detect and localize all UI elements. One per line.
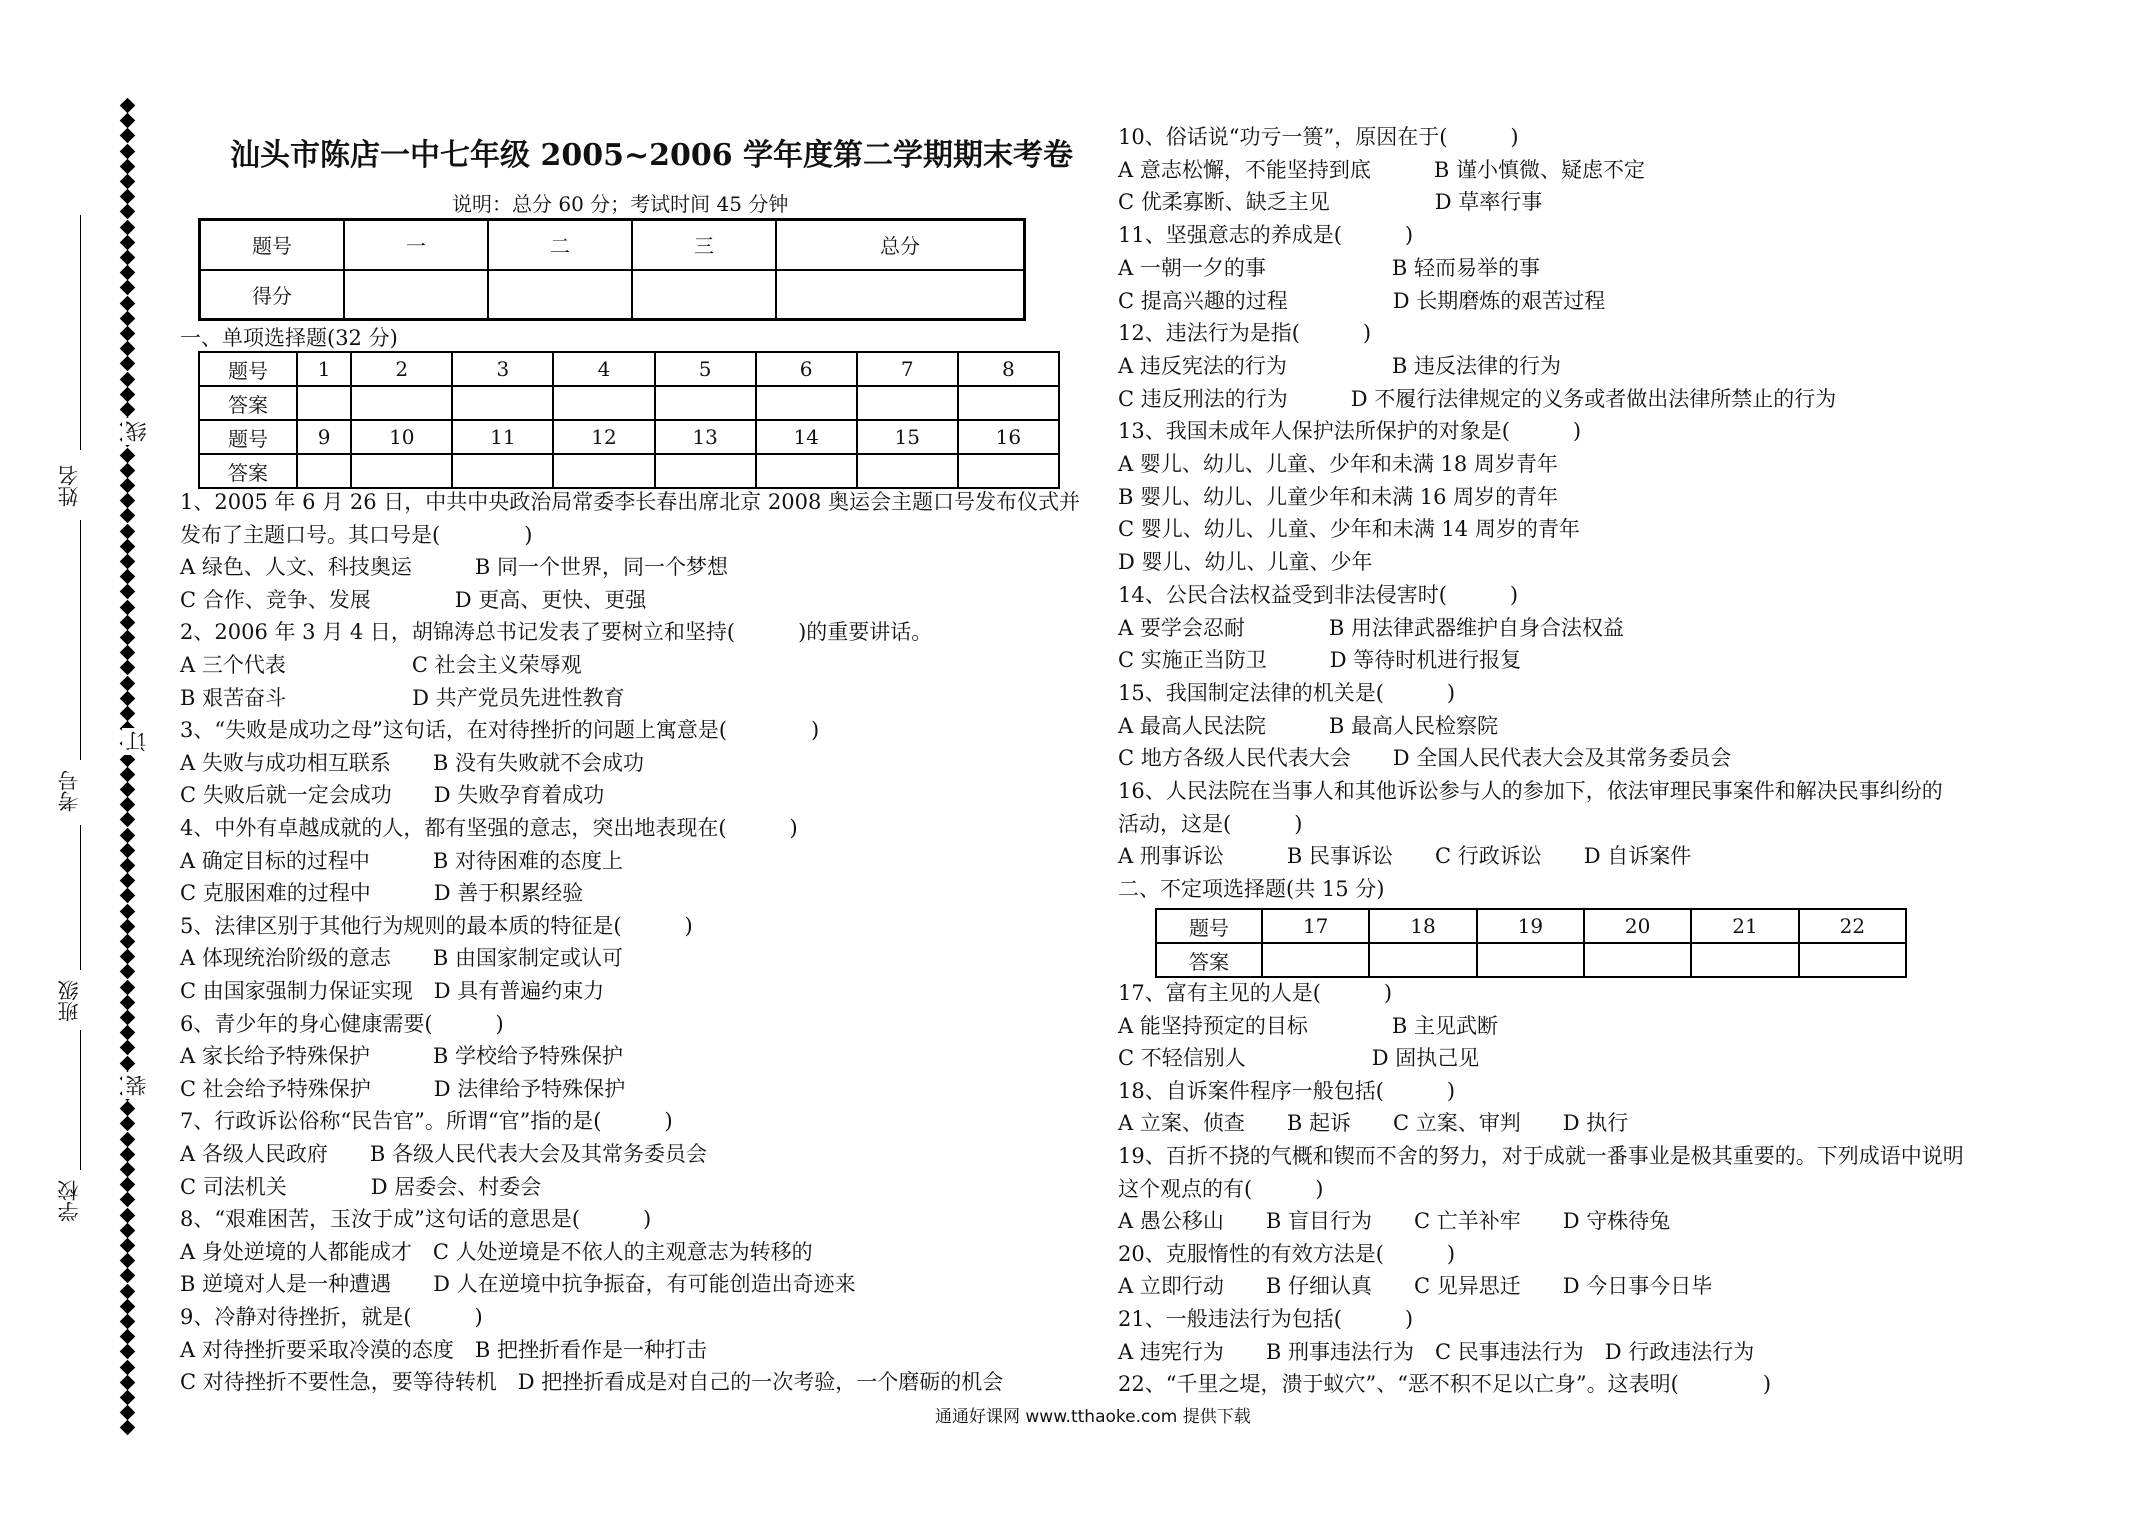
diamond-mark [120, 219, 136, 235]
answer-header-cell: 3 [452, 352, 553, 386]
answer-header-cell: 10 [351, 420, 452, 454]
score-label-cell: 得分 [200, 270, 345, 320]
diamond-mark [120, 858, 136, 874]
diamond-mark [120, 387, 136, 403]
diamond-mark [120, 523, 136, 539]
question-line: 21、一般违法行为包括( ) [1118, 1307, 1414, 1331]
diamond-mark [120, 873, 136, 889]
diamond-mark [120, 174, 136, 190]
diamond-mark [120, 1268, 136, 1284]
question-line: 3、“失败是成功之母”这句话，在对待挫折的问题上寓意是( ) [180, 718, 820, 743]
question-line: B 逆境对人是一种遭遇 D 人在逆境中抗争振奋，有可能创造出奇迹来 [180, 1272, 856, 1297]
answer-entry-cell[interactable] [857, 454, 958, 488]
answer-header-cell: 题号 [199, 420, 297, 454]
answer-label-cell: 答案 [1156, 943, 1262, 977]
diamond-mark [120, 1040, 136, 1056]
question-line: A 失败与成功相互联系 B 没有失败就不会成功 [180, 750, 644, 775]
exam-instructions: 说明：总分 60 分；考试时间 45 分钟 [452, 192, 789, 216]
binding-diamond-border [118, 100, 140, 1440]
score-header-cell: 题号 [200, 220, 345, 270]
question-line: C 地方各级人民代表大会 D 全国人民代表大会及其常务委员会 [1118, 746, 1732, 771]
question-line: 10、俗话说“功亏一篑”，原因在于( ) [1118, 125, 1519, 149]
score-entry-cell[interactable] [488, 270, 632, 320]
answer-header-cell: 21 [1691, 909, 1798, 943]
section1-heading: 一、单项选择题(32 分) [180, 326, 398, 350]
question-line: 7、行政诉讼俗称“民告官”。所谓“官”指的是( ) [180, 1109, 673, 1134]
diamond-mark [120, 979, 136, 995]
id-field-line [80, 520, 81, 760]
diamond-mark [120, 995, 136, 1011]
diamond-mark [120, 691, 136, 707]
question-line: 6、青少年的身心健康需要( ) [180, 1011, 504, 1036]
answer-header-cell: 11 [452, 420, 553, 454]
answer-header-cell: 19 [1477, 909, 1584, 943]
question-line: C 优柔寡断、缺乏主见 D 草率行事 [1118, 190, 1543, 215]
question-line: C 不轻信别人 D 固执己见 [1118, 1046, 1480, 1071]
diamond-mark [120, 599, 136, 615]
question-line: 11、坚强意志的养成是( ) [1118, 223, 1414, 248]
diamond-mark [120, 478, 136, 494]
diamond-mark [120, 235, 136, 251]
footer-source: 通通好课网 www.tthaoke.com 提供下载 [935, 1407, 1251, 1427]
question-line: A 违宪行为 B 刑事违法行为 C 民事违法行为 D 行政违法行为 [1118, 1339, 1755, 1364]
answer-entry-cell[interactable] [756, 386, 857, 420]
diamond-mark [120, 189, 136, 205]
answer-entry-cell[interactable] [1584, 943, 1691, 977]
question-line: B 艰苦奋斗 D 共产党员先进性教育 [180, 685, 625, 710]
answer-header-cell: 15 [857, 420, 958, 454]
diamond-mark [120, 964, 136, 980]
diamond-mark [120, 767, 136, 783]
question-line: 13、我国未成年人保护法所保护的对象是( ) [1118, 419, 1582, 444]
question-line: C 对待挫折不要性急，要等待转机 D 把挫折看成是对自己的一次考验，一个磨砺的机会 [180, 1370, 1004, 1395]
question-line: B 婴儿、幼儿、儿童少年和未满 16 周岁的青年 [1118, 484, 1559, 509]
diamond-mark [120, 934, 136, 950]
diamond-mark [120, 326, 136, 342]
question-line: A 婴儿、幼儿、儿童、少年和未满 18 周岁青年 [1118, 452, 1558, 476]
question-line: 5、法律区别于其他行为规则的最本质的特征是( ) [180, 913, 693, 938]
diamond-mark [120, 645, 136, 661]
question-line: C 失败后就一定会成功 D 失败孕育着成功 [180, 783, 605, 808]
answer-header-cell: 22 [1799, 909, 1906, 943]
diamond-mark [120, 1329, 136, 1345]
answer-header-cell: 8 [958, 352, 1059, 386]
question-line: C 合作、竞争、发展 D 更高、更快、更强 [180, 587, 647, 612]
answer-entry-cell[interactable] [452, 454, 553, 488]
question-line: 活动，这是( ) [1118, 811, 1303, 836]
answer-entry-cell[interactable] [452, 386, 553, 420]
diamond-mark [120, 903, 136, 919]
diamond-mark [120, 1420, 136, 1436]
question-line: 2、2006 年 3 月 4 日，胡锦涛总书记发表了要树立和坚持( )的重要讲话。 [180, 620, 933, 645]
diamond-mark [120, 113, 136, 129]
answer-entry-cell[interactable] [297, 386, 351, 420]
diamond-mark [120, 1025, 136, 1041]
question-line: A 确定目标的过程中 B 对待困难的态度上 [180, 848, 623, 873]
question-line: 15、我国制定法律的机关是( ) [1118, 680, 1456, 705]
answer-header-cell: 2 [351, 352, 452, 386]
question-line: 17、富有主见的人是( ) [1118, 981, 1393, 1005]
diamond-mark [120, 98, 136, 114]
diamond-mark [120, 402, 136, 418]
answer-entry-cell[interactable] [1477, 943, 1584, 977]
answer-header-cell: 题号 [1156, 909, 1262, 943]
section2-answer-table [1155, 908, 1907, 978]
answer-header-cell: 16 [958, 420, 1059, 454]
answer-entry-cell[interactable] [297, 454, 351, 488]
score-entry-cell[interactable] [776, 270, 1025, 320]
answer-entry-cell[interactable] [655, 454, 756, 488]
diamond-mark [120, 1390, 136, 1406]
diamond-mark [120, 1207, 136, 1223]
diamond-mark [120, 1344, 136, 1360]
diamond-mark [120, 615, 136, 631]
diamond-mark [120, 797, 136, 813]
binding-char-zhuang: 装 [122, 1072, 152, 1099]
question-line: C 克服困难的过程中 D 善于积累经验 [180, 881, 584, 906]
question-line: A 绿色、人文、科技奥运 B 同一个世界，同一个梦想 [180, 555, 728, 580]
diamond-mark [120, 295, 136, 311]
diamond-mark [120, 1177, 136, 1193]
section1-answer-table [198, 351, 1060, 489]
diamond-mark [120, 159, 136, 175]
diamond-mark [120, 265, 136, 281]
question-line: C 实施正当防卫 D 等待时机进行报复 [1118, 648, 1522, 673]
answer-header-cell: 7 [857, 352, 958, 386]
school-field-line [80, 1030, 81, 1170]
question-line: A 三个代表 C 社会主义荣辱观 [180, 653, 582, 677]
answer-header-cell: 6 [756, 352, 857, 386]
question-line: A 愚公移山 B 盲目行为 C 亡羊补牢 D 守株待兔 [1118, 1209, 1671, 1234]
question-line: A 最高人民法院 B 最高人民检察院 [1118, 713, 1498, 738]
diamond-mark [120, 827, 136, 843]
question-line: A 意志松懈，不能坚持到底 B 谨小慎微、疑虑不定 [1118, 157, 1645, 182]
diamond-mark [120, 1375, 136, 1391]
diamond-mark [120, 1147, 136, 1163]
question-line: A 立即行动 B 仔细认真 C 见异思迁 D 今日事今日毕 [1118, 1274, 1713, 1299]
question-line: D 婴儿、幼儿、儿童、少年 [1118, 550, 1373, 575]
question-line: A 要学会忍耐 B 用法律武器维护自身合法权益 [1118, 615, 1624, 640]
diamond-mark [120, 1314, 136, 1330]
answer-entry-cell[interactable] [351, 386, 452, 420]
answer-header-cell: 12 [553, 420, 654, 454]
question-line: A 各级人民政府 B 各级人民代表大会及其常务委员会 [180, 1142, 707, 1166]
answer-header-cell: 5 [655, 352, 756, 386]
diamond-mark [120, 204, 136, 220]
diamond-mark [120, 1253, 136, 1269]
question-line: C 违反刑法的行为 D 不履行法律规定的义务或者做出法律所禁止的行为 [1118, 386, 1837, 411]
question-line: 发布了主题口号。其口号是( ) [180, 522, 533, 547]
question-line: 19、百折不挠的气概和锲而不舍的努力，对于成就一番事业是极其重要的。下列成语中说明 [1118, 1144, 1964, 1168]
page-title: 汕头市陈店一中七年级 2005~2006 学年度第二学期期末考卷 [230, 138, 1074, 173]
diamond-mark [120, 539, 136, 555]
answer-header-cell: 13 [655, 420, 756, 454]
binding-char-ding: 订 [122, 728, 152, 755]
question-line: A 立案、侦查 B 起诉 C 立案、审判 D 执行 [1118, 1111, 1629, 1136]
diamond-mark [120, 919, 136, 935]
diamond-mark [120, 554, 136, 570]
question-line: C 社会给予特殊保护 D 法律给予特殊保护 [180, 1076, 626, 1101]
question-line: 这个观点的有( ) [1118, 1176, 1324, 1201]
diamond-mark [120, 143, 136, 159]
question-line: 14、公民合法权益受到非法侵害时( ) [1118, 582, 1519, 607]
class-field-line [80, 825, 81, 970]
diamond-mark [120, 1131, 136, 1147]
question-line: 4、中外有卓越成就的人，都有坚强的意志，突出地表现在( ) [180, 816, 798, 840]
diamond-mark [120, 660, 136, 676]
diamond-mark [120, 508, 136, 524]
diamond-mark [120, 1359, 136, 1375]
id-label: 考号 [57, 770, 81, 812]
answer-entry-cell[interactable] [958, 386, 1059, 420]
diamond-mark [120, 706, 136, 722]
answer-header-cell: 1 [297, 352, 351, 386]
diamond-mark [120, 1116, 136, 1132]
diamond-mark [120, 812, 136, 828]
diamond-mark [120, 1299, 136, 1315]
question-line: 20、克服惰性的有效方法是( ) [1118, 1241, 1456, 1266]
answer-label-cell: 答案 [199, 386, 297, 420]
answer-entry-cell[interactable] [553, 386, 654, 420]
diamond-mark [120, 1192, 136, 1208]
answer-header-cell: 17 [1262, 909, 1369, 943]
question-line: A 违反宪法的行为 B 违反法律的行为 [1118, 353, 1561, 378]
diamond-mark [120, 463, 136, 479]
answer-entry-cell[interactable] [351, 454, 452, 488]
diamond-mark [120, 888, 136, 904]
answer-entry-cell[interactable] [1369, 943, 1476, 977]
question-line: 16、人民法院在当事人和其他诉讼参与人的参加下，依法审理民事案件和解决民事纠纷的 [1118, 779, 1943, 803]
score-entry-cell[interactable] [344, 270, 488, 320]
diamond-mark [120, 584, 136, 600]
question-line: A 对待挫折要采取冷漠的态度 B 把挫折看作是一种打击 [180, 1337, 707, 1362]
question-line: A 能坚持预定的目标 B 主见武断 [1118, 1013, 1498, 1038]
diamond-mark [120, 341, 136, 357]
question-line: 22、“千里之堤，溃于蚁穴”、“恶不积不足以亡身”。这表明( ) [1118, 1372, 1772, 1397]
question-line: C 提高兴趣的过程 D 长期磨炼的艰苦过程 [1118, 288, 1606, 313]
answer-header-cell: 18 [1369, 909, 1476, 943]
answer-header-cell: 4 [553, 352, 654, 386]
score-header-cell: 一 [344, 220, 488, 270]
diamond-mark [120, 782, 136, 798]
question-line: C 司法机关 D 居委会、村委会 [180, 1174, 542, 1199]
question-line: C 由国家强制力保证实现 D 具有普遍约束力 [180, 979, 605, 1003]
diamond-mark [120, 1055, 136, 1071]
diamond-mark [120, 949, 136, 965]
class-label: 班级 [57, 980, 81, 1022]
score-header-cell: 总分 [776, 220, 1025, 270]
diamond-mark [120, 280, 136, 296]
question-line: 9、冷静对待挫折，就是( ) [180, 1305, 483, 1329]
answer-entry-cell[interactable] [1691, 943, 1798, 977]
answer-entry-cell[interactable] [958, 454, 1059, 488]
answer-header-cell: 14 [756, 420, 857, 454]
diamond-mark [120, 569, 136, 585]
diamond-mark [120, 1010, 136, 1026]
name-label: 姓名 [57, 465, 81, 507]
diamond-mark [120, 1101, 136, 1117]
answer-header-cell: 20 [1584, 909, 1691, 943]
diamond-mark [120, 311, 136, 327]
question-line: 1、2005 年 6 月 26 日，中共中央政治局常委李长春出席北京 2008 奥运会主题口号发布仪式并 [180, 490, 1081, 514]
question-line: 12、违法行为是指( ) [1118, 321, 1372, 346]
diamond-mark [120, 675, 136, 691]
question-line: A 体现统治阶级的意志 B 由国家制定或认可 [180, 946, 623, 971]
score-table [198, 218, 1026, 321]
diamond-mark [120, 447, 136, 463]
binding-char-xian: 线 [122, 418, 152, 445]
diamond-mark [120, 1405, 136, 1421]
score-header-cell: 二 [488, 220, 632, 270]
answer-entry-cell[interactable] [553, 454, 654, 488]
score-entry-cell[interactable] [632, 270, 776, 320]
diamond-mark [120, 1223, 136, 1239]
diamond-mark [120, 1238, 136, 1254]
diamond-mark [120, 1283, 136, 1299]
score-header-cell: 三 [632, 220, 776, 270]
question-line: A 一朝一夕的事 B 轻而易举的事 [1118, 255, 1540, 280]
answer-header-cell: 题号 [199, 352, 297, 386]
answer-entry-cell[interactable] [857, 386, 958, 420]
name-field-line [80, 215, 81, 450]
question-line: 18、自诉案件程序一般包括( ) [1118, 1078, 1456, 1103]
diamond-mark [120, 493, 136, 509]
answer-entry-cell[interactable] [1799, 943, 1906, 977]
question-line: A 身处逆境的人都能成才 C 人处逆境是不依人的主观意志为转移的 [180, 1239, 813, 1264]
diamond-mark [120, 356, 136, 372]
school-label: 学校 [57, 1180, 81, 1222]
diamond-mark [120, 250, 136, 266]
diamond-mark [120, 630, 136, 646]
answer-entry-cell[interactable] [756, 454, 857, 488]
question-line: A 刑事诉讼 B 民事诉讼 C 行政诉讼 D 自诉案件 [1118, 844, 1692, 869]
diamond-mark [120, 371, 136, 387]
question-line: 8、“艰难困苦，玉汝于成”这句话的意思是( ) [180, 1207, 652, 1232]
diamond-mark [120, 128, 136, 144]
question-line: 二、不定项选择题(共 15 分) [1118, 877, 1385, 902]
answer-header-cell: 9 [297, 420, 351, 454]
answer-entry-cell[interactable] [1262, 943, 1369, 977]
answer-entry-cell[interactable] [655, 386, 756, 420]
question-line: C 婴儿、幼儿、儿童、少年和未满 14 周岁的青年 [1118, 517, 1580, 542]
diamond-mark [120, 1162, 136, 1178]
answer-label-cell: 答案 [199, 454, 297, 488]
question-line: A 家长给予特殊保护 B 学校给予特殊保护 [180, 1044, 623, 1069]
diamond-mark [120, 843, 136, 859]
